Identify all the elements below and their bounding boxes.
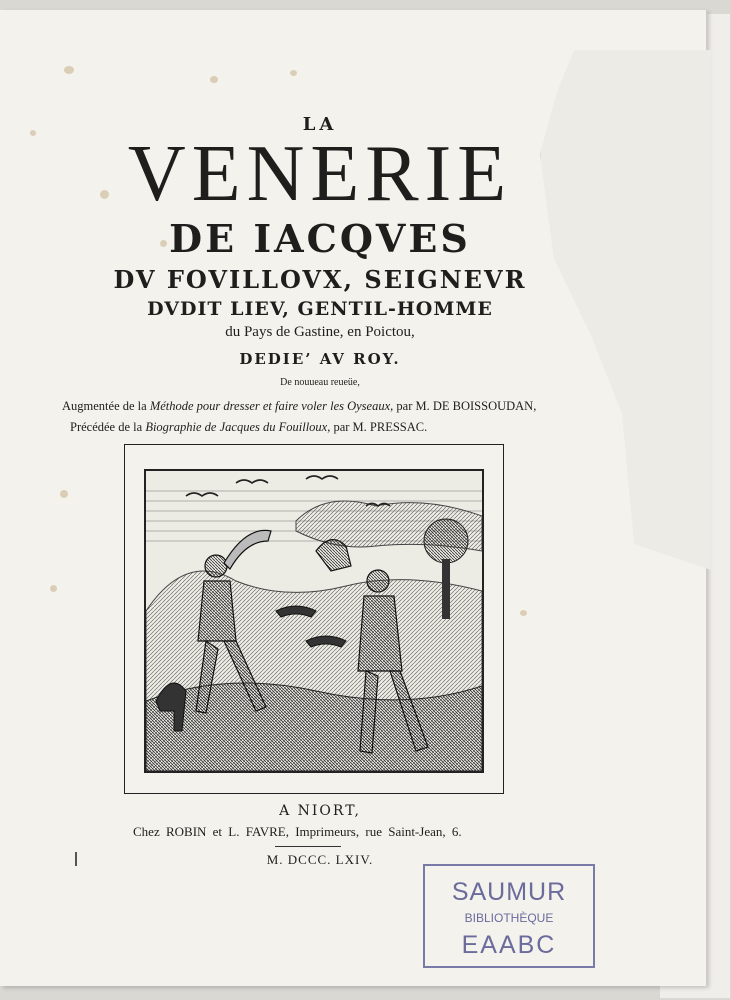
foxing-stain <box>60 490 68 498</box>
augmentee-italic: Méthode pour dresser et faire voler les Oyseaux, <box>149 399 394 413</box>
engraving-frame <box>124 444 504 794</box>
augmentee-line <box>62 399 536 414</box>
imprint-city: A NIORT, <box>279 803 361 819</box>
foxing-stain <box>64 66 74 74</box>
stamp-line-2: BIBLIOTHÈQUE <box>464 911 554 925</box>
foxing-stain <box>50 585 57 592</box>
title-la: LA <box>302 114 338 135</box>
hunting-engraving <box>144 469 484 773</box>
imprint-printers: Chez ROBIN et L. FAVRE, Imprimeurs, rue Saint-Jean, 6. <box>133 824 462 839</box>
precedee-post: par M. PRESSAC. <box>330 420 428 434</box>
precedee-line <box>70 420 427 435</box>
foxing-stain <box>290 70 297 76</box>
engraving-illustration <box>146 471 482 771</box>
title-de-iacques: DE IACQVES <box>169 216 471 261</box>
stamp-line-3: EAABC <box>461 931 557 959</box>
divider-rule <box>275 846 341 847</box>
margin-mark <box>75 852 77 866</box>
title-page <box>0 10 706 986</box>
imprint-date: M. DCCC. LXIV. <box>266 852 374 867</box>
title-pays: du Pays de Gastine, en Poictou, <box>225 324 415 340</box>
foxing-stain <box>210 76 218 83</box>
title-dedie: DEDIE’ AV ROY. <box>239 350 401 368</box>
title-reveue: De nouueau reueüe, <box>280 377 360 388</box>
library-stamp <box>423 864 595 968</box>
foxing-stain <box>520 610 527 616</box>
title-venerie: VENERIE <box>127 130 513 218</box>
title-dudit-lieu: DVDIT LIEV, GENTIL-HOMME <box>147 298 493 320</box>
stamp-line-1: SAUMUR <box>451 878 567 906</box>
precedee-pre: Précédée de la <box>70 420 146 434</box>
augmentee-pre: Augmentée de la <box>62 399 150 413</box>
title-du-fouilloux: DV FOVILLOVX, SEIGNEVR <box>113 265 527 294</box>
augmentee-post: par M. DE BOISSOUDAN, <box>393 399 537 413</box>
precedee-italic: Biographie de Jacques du Fouilloux, <box>145 420 331 434</box>
